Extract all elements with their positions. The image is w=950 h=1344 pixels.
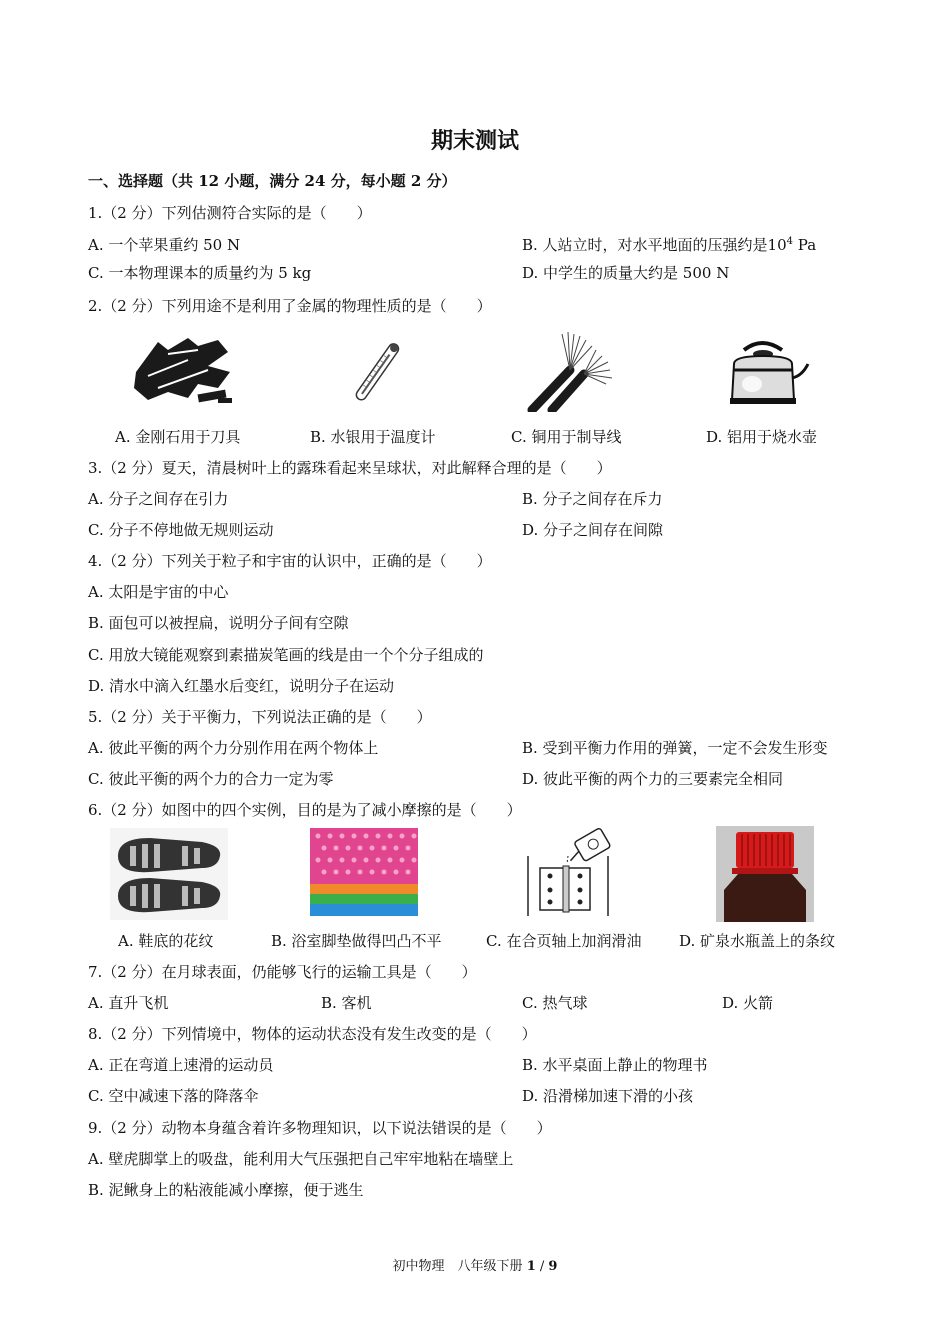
q5-option-d: D. 彼此平衡的两个力的三要素完全相同 (522, 770, 784, 788)
bath-mat-image (310, 828, 418, 916)
copper-wire-image (522, 330, 616, 412)
q8-option-a: A. 正在弯道上速滑的运动员 (88, 1056, 274, 1074)
q4-option-c: C. 用放大镜能观察到素描炭笔画的线是由一个个分子组成的 (88, 646, 484, 664)
q9-option-a: A. 壁虎脚掌上的吸盘，能利用大气压强把自己牢牢地粘在墙壁上 (88, 1150, 514, 1168)
q2-stem: 2.（2 分）下列用途不是利用了金属的物理性质的是（ ） (88, 297, 492, 315)
q4-option-a: A. 太阳是宇宙的中心 (88, 583, 229, 601)
q6-option-d: D. 矿泉水瓶盖上的条纹 (679, 932, 836, 950)
q4-stem: 4.（2 分）下列关于粒子和宇宙的认识中，正确的是（ ） (88, 552, 492, 570)
q8-option-b: B. 水平桌面上静止的物理书 (522, 1056, 708, 1074)
q6-option-c: C. 在合页轴上加润滑油 (486, 932, 642, 950)
section-heading: 一、选择题（共 12 小题，满分 24 分，每小题 2 分） (88, 172, 457, 190)
q6-option-a: A. 鞋底的花纹 (118, 932, 214, 950)
q1-option-d: D. 中学生的质量大约是 500 N (522, 264, 730, 282)
q2-option-b: B. 水银用于温度计 (310, 428, 436, 446)
footer-page-number: 1 (526, 1259, 536, 1274)
q8-stem: 8.（2 分）下列情境中，物体的运动状态没有发生改变的是（ ） (88, 1025, 537, 1043)
shoe-sole-image (110, 828, 228, 920)
q3-option-a: A. 分子之间存在引力 (88, 490, 229, 508)
kettle-image (722, 330, 810, 408)
q5-stem: 5.（2 分）关于平衡力，下列说法正确的是（ ） (88, 708, 432, 726)
diamond-knife-image (128, 332, 236, 406)
q7-option-c: C. 热气球 (522, 994, 588, 1012)
footer-separator: / (539, 1259, 545, 1274)
page-title: 期末测试 (430, 128, 519, 154)
thermometer-image (338, 332, 418, 410)
q8-option-c: C. 空中减速下落的降落伞 (88, 1087, 259, 1105)
q7-option-d: D. 火箭 (722, 994, 774, 1012)
q6-option-b: B. 浴室脚垫做得凹凸不平 (271, 932, 442, 950)
q3-option-d: D. 分子之间存在间隙 (522, 521, 664, 539)
q1-option-a: A. 一个苹果重约 50 N (88, 236, 241, 254)
q7-stem: 7.（2 分）在月球表面，仍能够飞行的运输工具是（ ） (88, 963, 477, 981)
q1-option-b-unit: Pa (793, 236, 817, 254)
page-footer (0, 1258, 950, 1276)
q1-option-b (522, 235, 816, 255)
q3-option-b: B. 分子之间存在斥力 (522, 490, 663, 508)
q1-option-c: C. 一本物理课本的质量约为 5 kg (88, 264, 312, 282)
q2-option-a: A. 金刚石用于刀具 (115, 428, 241, 446)
q6-stem: 6.（2 分）如图中的四个实例，目的是为了减小摩擦的是（ ） (88, 801, 522, 819)
q9-option-b: B. 泥鳅身上的粘液能减小摩擦，便于逃生 (88, 1181, 364, 1199)
q2-option-d: D. 铝用于烧水壶 (706, 428, 818, 446)
q4-option-b: B. 面包可以被捏扁，说明分子间有空隙 (88, 614, 349, 632)
footer-page-total: 9 (548, 1259, 558, 1274)
q4-option-d: D. 清水中滴入红墨水后变红，说明分子在运动 (88, 677, 395, 695)
q8-option-d: D. 沿滑梯加速下滑的小孩 (522, 1087, 694, 1105)
q5-option-a: A. 彼此平衡的两个力分别作用在两个物体上 (88, 739, 379, 757)
bottle-cap-image (716, 826, 814, 922)
q3-stem: 3.（2 分）夏天，清晨树叶上的露珠看起来呈球状，对此解释合理的是（ ） (88, 459, 612, 477)
hinge-oil-image (522, 826, 614, 918)
q5-option-b: B. 受到平衡力作用的弹簧，一定不会发生形变 (522, 739, 828, 757)
q1-option-b-text: B. 人站立时，对水平地面的压强约是10 (522, 236, 787, 254)
q7-option-b: B. 客机 (321, 994, 372, 1012)
q1-stem: 1.（2 分）下列估测符合实际的是（ ） (88, 204, 372, 222)
q7-option-a: A. 直升飞机 (88, 994, 169, 1012)
q2-option-c: C. 铜用于制导线 (511, 428, 622, 446)
q9-stem: 9.（2 分）动物本身蕴含着许多物理知识，以下说法错误的是（ ） (88, 1119, 552, 1137)
q3-option-c: C. 分子不停地做无规则运动 (88, 521, 274, 539)
footer-subject: 初中物理 八年级下册 (392, 1259, 523, 1274)
q5-option-c: C. 彼此平衡的两个力的合力一定为零 (88, 770, 334, 788)
q1-option-b-exponent: 4 (786, 236, 794, 247)
